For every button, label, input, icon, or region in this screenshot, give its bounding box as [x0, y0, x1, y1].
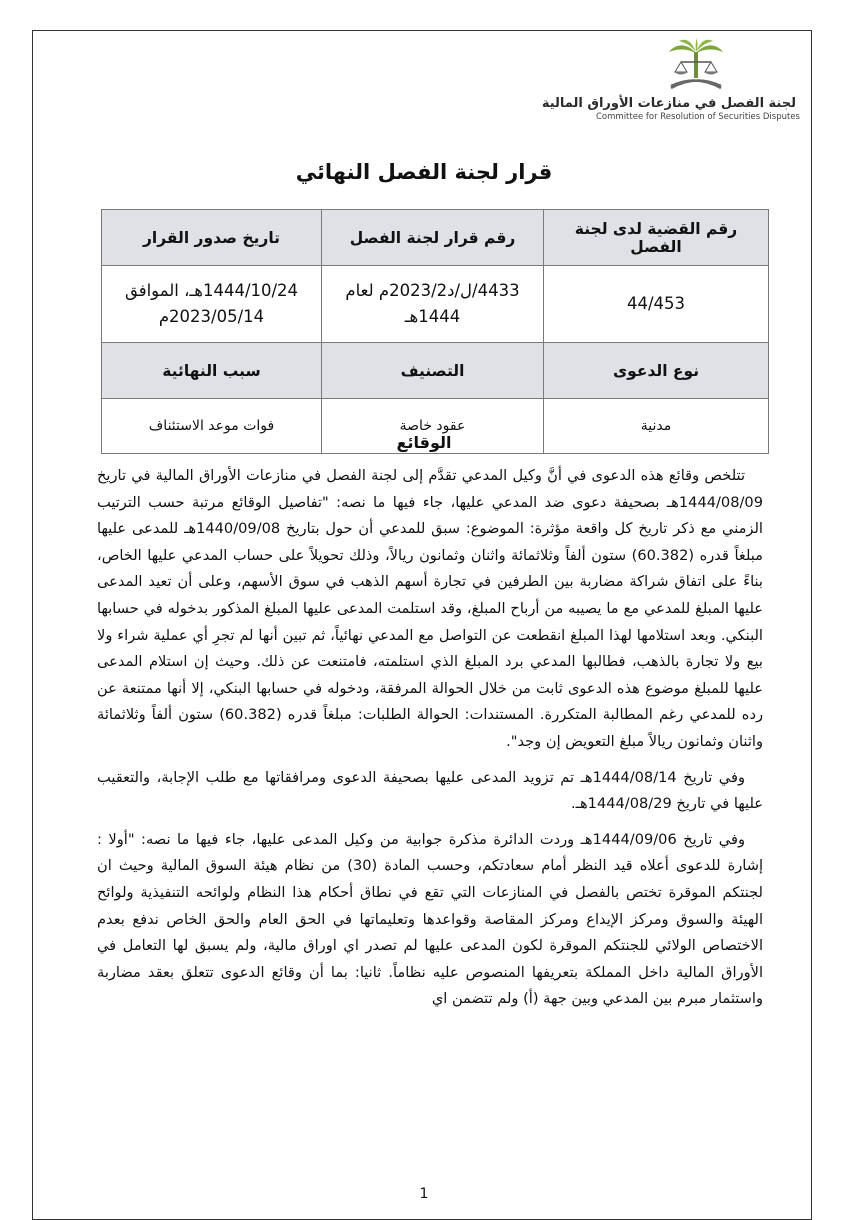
claim-type-value: مدنية	[544, 399, 769, 454]
facts-body	[97, 463, 763, 1022]
table-header-row	[102, 210, 769, 266]
finality-reason-value: فوات موعد الاستئناف	[102, 399, 322, 454]
logo-english-name: Committee for Resolution of Securities Disputes	[596, 112, 800, 122]
classification-value: عقود خاصة	[322, 399, 544, 454]
classification-header: التصنيف	[322, 343, 544, 399]
decision-date-value: 1444/10/24هـ، الموافق 2023/05/14م	[102, 266, 322, 343]
palm-swords-emblem-icon	[661, 38, 731, 94]
finality-reason-header: سبب النهائية	[102, 343, 322, 399]
case-number-header: رقم القضية لدى لجنة الفصل	[544, 210, 769, 266]
decision-number-value: 4433/ل/د2023/2م لعام 1444هـ	[322, 266, 544, 343]
claim-type-header: نوع الدعوى	[544, 343, 769, 399]
committee-logo	[541, 38, 800, 138]
decision-date-header: تاريخ صدور القرار	[102, 210, 322, 266]
decision-title: قرار لجنة الفصل النهائي	[295, 160, 553, 184]
decision-number-header: رقم قرار لجنة الفصل	[322, 210, 544, 266]
page-number: 1	[419, 1186, 429, 1202]
table-row	[102, 266, 769, 343]
facts-paragraph: وفي تاريخ 1444/08/14هـ تم تزويد المدعى عليها بصحيفة الدعوى ومرافقاتها مع طلب الإجابة، والتعقيب عليها في تاريخ 1444/08/29هـ.	[97, 768, 763, 813]
logo-arabic-name: لجنة الفصل في منازعات الأوراق المالية	[541, 96, 796, 111]
case-number-value: 44/453	[544, 266, 769, 343]
facts-paragraph: وفي تاريخ 1444/09/06هـ وردت الدائرة مذكرة جوابية من وكيل المدعى عليها، جاء فيها ما نصه: "أولا : إشارة للدعوى أعلاه قيد النظر أمام سعادتكم، وحسب المادة (30) من نظام هيئة السوق المالية وحيث ان لجنتكم الموقرة تختص بالفصل في المنازعات التي تقع في نطاق أحكام هذا النظام ولوائحه التنفيذية ولوائح الهيئة والسوق ومركز الإيداع ومركز المقاصة وقواعدها وتعليماتها في الحق العام والحق الخاص ندفع بعدم الاختصاص الولائي للجنتكم الموقرة لكون المدعى عليها لم تصدر اي اوراق مالية، ولم يسبق لها التعامل في الأوراق المالية داخل المملكة بتعريفها المنصوص عليه نظاماً. ثانيا: بما أن وقائع الدعوى تتعلق بعقد مضاربة واستثمار مبرم بين المدعي وبين جهة (أ) ولم تتضمن اي	[97, 830, 763, 1008]
facts-paragraph: تتلخص وقائع هذه الدعوى في أنَّ وكيل المدعي تقدَّم إلى لجنة الفصل في منازعات الأوراق المالية في تاريخ 1444/08/09هـ بصحيفة دعوى ضد المدعي عليها، جاء فيها ما نصه: "تفاصيل الوقائع مرتبة حسب الترتيب الزمني مع ذكر تاريخ كل واقعة مؤثرة: الموضوع: سبق للمدعي أن حول بتاريخ 1440/09/08هـ للمدعى عليها مبلغاً قدره (60.382) ستون ألفاً وثلاثمائة واثنان وثمانون ريالاً، وذلك تحويلاً على حساب المدعي عليها الخاص، بناءً على اتفاق شراكة مضاربة بين الطرفين في تجارة أسهم الذهب في سوق الأسهم، وعلى أن تعيد المدعى عليها المبلغ للمدعي مع ما يصيبه من أرباح المبلغ، وقد استلمت المدعى عليها المبلغ المذكور بدخوله في حسابها البنكي. وبعد استلامها لهذا المبلغ انقطعت عن التواصل مع المدعي نهائياً، ثم تبين أنها لم تجرِ أي عملية شراء ولا بيع ولا تجارة بالذهب، فطالبها المدعي برد المبلغ الذي استلمته، فامتنعت عن ذلك. وحيث إن استلام المدعى عليها للمبلغ موضوع هذه الدعوى ثابت من خلال الحوالة المرفقة، ودخوله في حسابها البنكي، إلا أنها ممتنعة عن رده للمدعي رغم المطالبة المتكررة. المستندات: الحوالة الطلبات: مبلغاً قدره (60.382) ستون ألفاً وثلاثمائة واثنان وثمانون ريالاً مبلغ التعويض إن وجد".	[97, 467, 763, 750]
facts-heading: الوقائع	[396, 433, 452, 452]
case-info-table	[101, 209, 769, 454]
table-header-row	[102, 343, 769, 399]
